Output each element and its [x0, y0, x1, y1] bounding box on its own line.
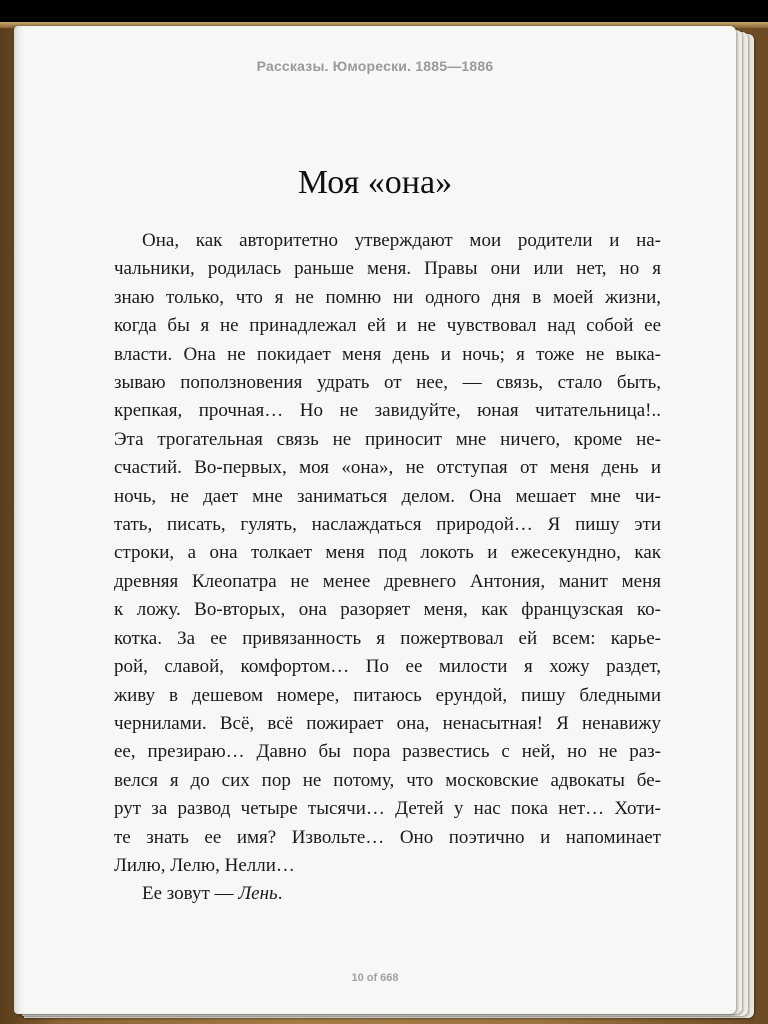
story-line: к ложу. Во-вторых, она разоряет меня, как французская ко-	[114, 599, 661, 621]
last-paragraph-emphasis: Лень	[238, 883, 278, 905]
last-paragraph-prefix: Ее зовут —	[142, 883, 239, 905]
running-head: Рассказы. Юморески. 1885—1886	[256, 58, 494, 74]
story-line: Лилю, Лелю, Нелли…	[114, 854, 295, 876]
story-line: Она, как авторитетно утверждают мои родители и на-	[142, 230, 661, 251]
chapter-title: Моя «она»	[297, 164, 453, 201]
story-line: чальники, родилась раньше меня. Правы они или нет, но я	[114, 258, 661, 280]
story-line: те знать ее имя? Извольте… Оно поэтично и напоминает	[114, 826, 661, 848]
book-page[interactable]	[14, 26, 736, 1014]
story-line: строки, а она толкает меня под локоть и ежесекундно, как	[114, 542, 661, 564]
story-line: котка. За ее привязанность я пожертвовал ей всем: карье-	[114, 627, 661, 649]
last-paragraph-suffix: .	[277, 883, 283, 905]
story-line: знаю только, что я не помню ни одного дня в моей жизни,	[114, 286, 661, 308]
story-last-paragraph	[114, 880, 661, 908]
story-line: рут за развод четыре тысячи… Детей у нас пока нет… Хоти-	[114, 798, 661, 820]
story-text[interactable]	[114, 227, 661, 909]
story-line: власти. Она не покидает меня день и ночь; я тоже не выка-	[114, 343, 661, 365]
story-line: рой, славой, комфортом… По ее милости я хожу раздет,	[114, 656, 661, 678]
story-line: велся я до сих пор не потому, что московские адвокаты бе-	[114, 769, 661, 791]
story-line: когда бы я не принадлежал ей и не чувствовал над собой ее	[114, 315, 661, 337]
story-line: крепкая, прочная… Но не завидуйте, юная читательница!..	[114, 400, 661, 422]
story-line: ночь, не дает мне заниматься делом. Она мешает мне чи-	[114, 485, 661, 507]
story-line: зываю поползновения удрать от нее, — связь, стало быть,	[114, 372, 661, 394]
page-indicator: 10 of 668	[351, 972, 399, 984]
story-line: живу в дешевом номере, питаюсь ерундой, пишу бледными	[114, 684, 661, 706]
story-line: тать, писать, гулять, наслаждаться природой… Я пишу эти	[114, 514, 661, 536]
story-line: Эта трогательная связь не приносит мне ничего, кроме не-	[114, 428, 661, 450]
story-line: счастий. Во-первых, моя «она», не отступая от меня день и	[114, 457, 661, 479]
story-line: чернилами. Всё, всё пожирает она, ненасытная! Я ненавижу	[114, 712, 661, 734]
story-line: древняя Клеопатра не менее древнего Антония, манит меня	[114, 570, 661, 592]
story-line: ее, презираю… Давно бы пора развестись с ней, но не раз-	[114, 741, 661, 763]
